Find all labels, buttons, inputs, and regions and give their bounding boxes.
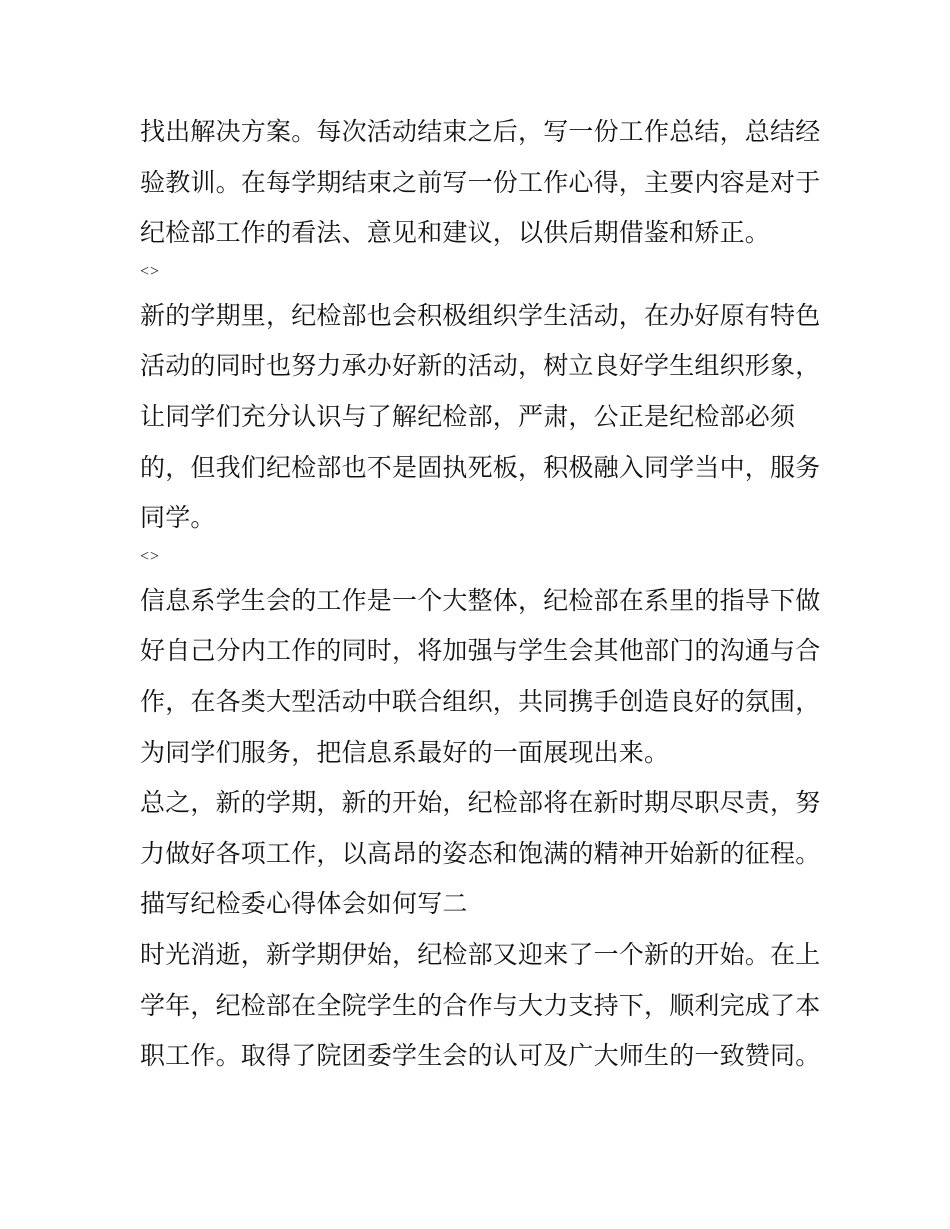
separator: <> (140, 547, 161, 565)
section-heading: 描写纪检委心得体会如何写二 (140, 889, 468, 919)
text-line: 学年，纪检部在全院学生的合作与大力支持下，顺利完成了本 (140, 990, 821, 1020)
text-line: 活动的同时也努力承办好新的活动，树立良好学生组织形象， (140, 351, 821, 381)
text-line: 为同学们服务，把信息系最好的一面展现出来。 (140, 737, 670, 767)
text-line: 同学。 (140, 503, 216, 533)
text-line: 好自己分内工作的同时，将加强与学生会其他部门的沟通与合 (140, 636, 821, 666)
paragraph (140, 930, 830, 1082)
text-line: 力做好各项工作，以高昂的姿态和饱满的精神开始新的征程。 (140, 838, 821, 868)
text-line: 作，在各类大型活动中联合组织，共同携手创造良好的氛围， (140, 686, 821, 716)
text-line: 时光消逝，新学期伊始，纪检部又迎来了一个新的开始。在上 (140, 939, 821, 969)
text-line: 的，但我们纪检部也不是固执死板，积极融入同学当中，服务 (140, 452, 821, 482)
paragraph (140, 778, 830, 879)
text-line: 总之，新的学期，新的开始，纪检部将在新时期尽职尽责，努 (140, 788, 821, 818)
text-line: 职工作。取得了院团委学生会的认可及广大师生的一致赞同。 (140, 1041, 821, 1071)
text-line: 新的学期里，纪检部也会积极组织学生活动，在办好原有特色 (140, 300, 821, 330)
paragraph (140, 291, 830, 544)
paragraph (140, 107, 830, 259)
paragraph (140, 576, 830, 778)
text-line: 让同学们充分认识与了解纪检部，严肃，公正是纪检部必须 (140, 401, 796, 431)
separator: <> (140, 262, 161, 280)
text-line: 找出解决方案。每次活动结束之后，写一份工作总结，总结经 (140, 117, 821, 146)
text-line: 信息系学生会的工作是一个大整体，纪检部在系里的指导下做 (140, 585, 821, 615)
text-line: 纪检部工作的看法、意见和建议，以供后期借鉴和矫正。 (140, 218, 771, 248)
text-line: 验教训。在每学期结束之前写一份工作心得，主要内容是对于 (140, 167, 821, 197)
document-page (140, 107, 830, 1082)
